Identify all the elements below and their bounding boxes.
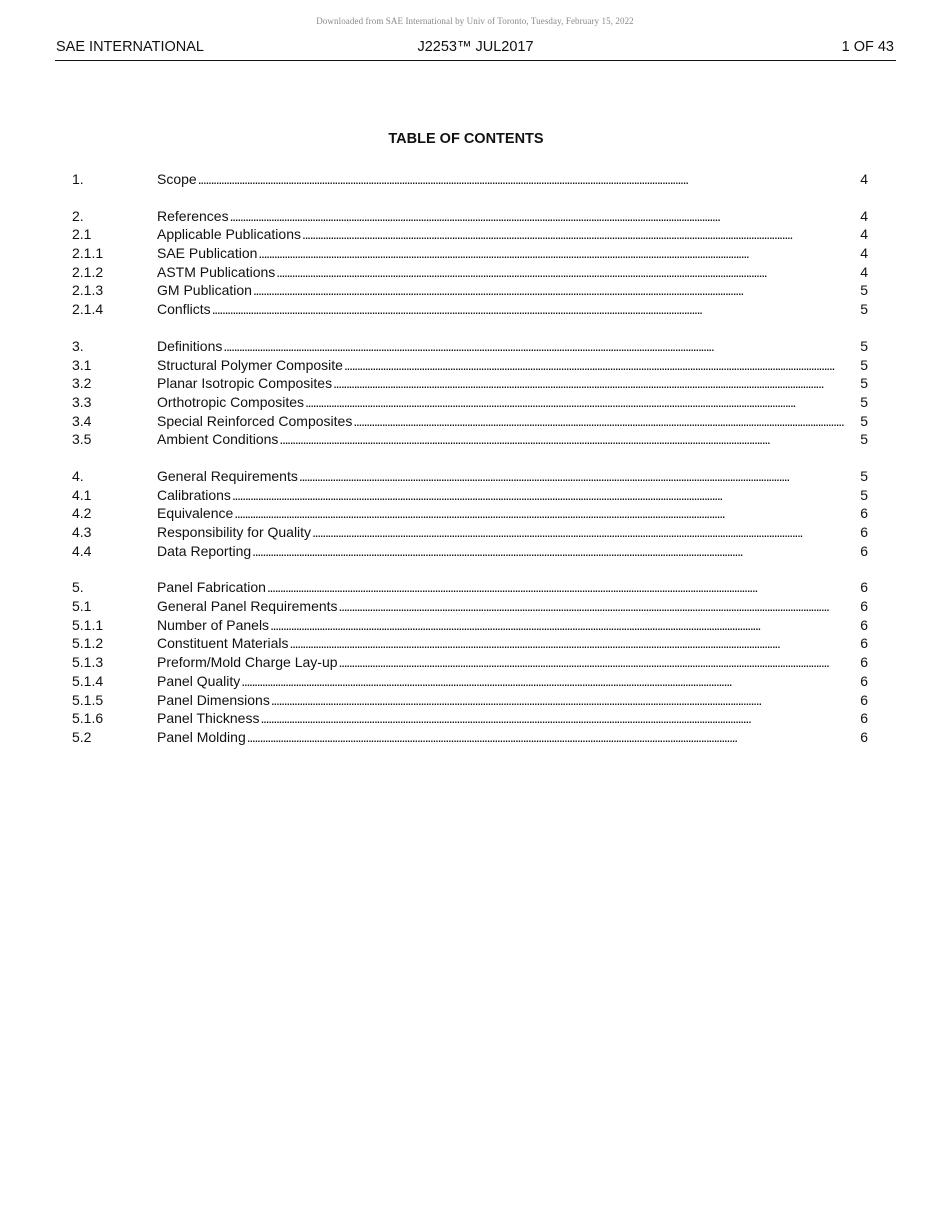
- toc-section-title[interactable]: GM Publication: [157, 282, 252, 299]
- toc-section-title[interactable]: Scope: [157, 171, 197, 187]
- toc-dot-leader: [252, 542, 858, 561]
- toc-section-number: 2.: [72, 207, 84, 224]
- toc-section-title[interactable]: Structural Polymer Composite: [157, 356, 343, 373]
- toc-entry-line: [157, 225, 868, 244]
- toc-dot-leader: [271, 691, 858, 710]
- toc-entry[interactable]: [72, 300, 868, 319]
- toc-dot-leader: [339, 653, 859, 672]
- toc-page-number: 5: [860, 282, 868, 299]
- toc-section-title[interactable]: Number of Panels: [157, 616, 270, 633]
- toc-page-number: 6: [860, 654, 868, 671]
- toc-section-number: 3.3: [72, 393, 92, 410]
- toc-section-title[interactable]: ASTM Publications: [157, 263, 276, 280]
- toc-page-number: 4: [860, 207, 868, 224]
- toc-title: TABLE OF CONTENTS: [388, 131, 544, 147]
- toc-dot-leader: [260, 709, 858, 728]
- toc-section-number: 5.1.5: [72, 691, 104, 708]
- toc-entry[interactable]: [72, 393, 868, 412]
- download-watermark: Downloaded from SAE International by Univ of Toronto, Tuesday, February 15, 2022: [316, 16, 634, 26]
- toc-section-title[interactable]: Panel Thickness: [157, 710, 260, 727]
- toc-section-number: 3.: [72, 337, 84, 354]
- toc-entry-line: [157, 207, 868, 226]
- toc-section-number: 5.1.2: [72, 635, 104, 652]
- toc-entry-line: [157, 374, 868, 393]
- toc-section-title[interactable]: Equivalence: [157, 505, 234, 522]
- toc-entry[interactable]: [72, 542, 868, 561]
- toc-section-title[interactable]: Preform/Mold Charge Lay-up: [157, 654, 338, 671]
- toc-entry[interactable]: [72, 207, 868, 226]
- toc-entry-line: [157, 709, 868, 728]
- toc-entry[interactable]: [72, 170, 868, 189]
- toc-page-number: 5: [860, 393, 868, 410]
- toc-section-title[interactable]: Applicable Publications: [157, 226, 301, 243]
- toc-entry[interactable]: [72, 709, 868, 728]
- toc-entry-line: [157, 672, 868, 691]
- toc-section-number: 4.2: [72, 505, 92, 522]
- toc-entry[interactable]: [72, 523, 868, 542]
- toc-entry[interactable]: [72, 504, 868, 523]
- toc-page-number: 5: [860, 412, 868, 429]
- toc-page-number: 6: [860, 672, 868, 689]
- toc-entry[interactable]: [72, 486, 868, 505]
- toc-section-number: 4.1: [72, 486, 92, 503]
- toc-dot-leader: [223, 337, 858, 356]
- toc-page-number: 6: [860, 542, 868, 559]
- toc-entry-line: [157, 616, 868, 635]
- toc-section-title[interactable]: Panel Quality: [157, 672, 241, 689]
- toc-entry-line: [157, 170, 868, 189]
- toc-entry-line: [157, 542, 868, 561]
- toc-page-number: 4: [860, 245, 868, 262]
- toc-section-title[interactable]: Orthotropic Composites: [157, 393, 305, 410]
- table-of-contents: [72, 170, 868, 747]
- toc-entry[interactable]: [72, 467, 868, 486]
- toc-page-number: 4: [860, 226, 868, 243]
- toc-page-number: 5: [860, 337, 868, 354]
- toc-entry-line: [157, 728, 868, 747]
- toc-page-number: 6: [860, 710, 868, 727]
- toc-section-title[interactable]: Panel Molding: [157, 728, 246, 745]
- toc-entry-line: [157, 263, 868, 282]
- toc-page-number: 6: [860, 616, 868, 633]
- toc-section-number: 2.1.2: [72, 263, 104, 280]
- toc-page-number: 5: [860, 301, 868, 318]
- toc-entry-line: [157, 393, 868, 412]
- toc-page-number: 6: [860, 579, 868, 596]
- toc-dot-leader: [258, 244, 858, 263]
- toc-entry-line: [157, 486, 868, 505]
- toc-section-title[interactable]: Responsibility for Quality: [157, 524, 312, 540]
- toc-section-number: 4.: [72, 467, 84, 484]
- toc-section-title[interactable]: Conflicts: [157, 301, 211, 318]
- toc-section-number: 5.1.4: [72, 672, 104, 689]
- toc-section-number: 3.4: [72, 412, 92, 429]
- toc-entry[interactable]: [72, 691, 868, 710]
- toc-dot-leader: [344, 356, 858, 375]
- toc-page-number: 5: [860, 467, 868, 484]
- toc-entry-line: [157, 430, 868, 449]
- toc-section-number: 2.1.3: [72, 282, 104, 299]
- toc-entry[interactable]: [72, 337, 868, 356]
- toc-dot-leader: [198, 170, 859, 189]
- toc-dot-leader: [290, 634, 859, 653]
- toc-section-title[interactable]: References: [157, 207, 229, 224]
- page-header: [55, 38, 896, 61]
- toc-entry-line: [157, 578, 868, 597]
- toc-page-number: 6: [860, 691, 868, 708]
- toc-entry[interactable]: [72, 616, 868, 635]
- toc-dot-leader: [253, 281, 858, 300]
- toc-dot-leader: [241, 672, 858, 691]
- toc-section-number: 5.1.6: [72, 710, 104, 727]
- toc-dot-leader: [312, 523, 858, 542]
- toc-section-title[interactable]: SAE Publication: [157, 245, 258, 262]
- toc-section-number: 5.: [72, 579, 84, 596]
- toc-section-number: 5.1: [72, 598, 92, 615]
- toc-entry-line: [157, 634, 868, 653]
- toc-entry[interactable]: [72, 244, 868, 263]
- toc-section-title[interactable]: Calibrations: [157, 486, 231, 503]
- toc-entry-line: [157, 653, 868, 672]
- document-id: J2253™ JUL2017: [417, 39, 534, 55]
- toc-dot-leader: [230, 207, 859, 226]
- toc-section-title[interactable]: Ambient Conditions: [157, 431, 279, 448]
- toc-entry[interactable]: [72, 653, 868, 672]
- toc-section-number: 5.1.1: [72, 616, 104, 633]
- toc-entry[interactable]: [72, 374, 868, 393]
- toc-entry[interactable]: [72, 430, 868, 449]
- toc-entry-line: [157, 504, 868, 523]
- toc-entry[interactable]: [72, 263, 868, 282]
- toc-section-title[interactable]: Panel Fabrication: [157, 579, 266, 596]
- toc-entry[interactable]: [72, 225, 868, 244]
- toc-section-title[interactable]: Constituent Materials: [157, 635, 289, 652]
- toc-dot-leader: [339, 597, 859, 616]
- toc-page-number: 6: [860, 524, 868, 540]
- toc-section-number: 2.1.4: [72, 301, 104, 318]
- toc-section-title[interactable]: Planar Isotropic Composites: [157, 375, 333, 392]
- toc-dot-leader: [212, 300, 859, 319]
- toc-section-number: 3.5: [72, 431, 92, 448]
- toc-page-number: 4: [860, 263, 868, 280]
- toc-page-number: 5: [860, 356, 868, 373]
- toc-dot-leader: [232, 486, 858, 505]
- toc-page-number: 6: [860, 635, 868, 652]
- toc-entry[interactable]: [72, 634, 868, 653]
- toc-entry[interactable]: [72, 281, 868, 300]
- toc-section-number: 2.1.1: [72, 245, 104, 262]
- toc-section-number: 1.: [72, 171, 84, 187]
- toc-section-number: 3.2: [72, 375, 92, 392]
- toc-entry[interactable]: [72, 578, 868, 597]
- toc-entry[interactable]: [72, 728, 868, 747]
- toc-section-title[interactable]: Panel Dimensions: [157, 691, 270, 708]
- toc-entry-line: [157, 244, 868, 263]
- toc-section-title[interactable]: Data Reporting: [157, 542, 252, 559]
- toc-section-title[interactable]: General Panel Requirements: [157, 598, 338, 615]
- toc-dot-leader: [299, 467, 858, 486]
- toc-dot-leader: [247, 728, 858, 747]
- toc-entry-line: [157, 412, 868, 431]
- toc-section-number: 2.1: [72, 226, 92, 243]
- toc-page-number: 6: [860, 728, 868, 745]
- toc-page-number: 5: [860, 375, 868, 392]
- toc-entry[interactable]: [72, 356, 868, 375]
- toc-entry-line: [157, 523, 868, 542]
- toc-dot-leader: [234, 504, 858, 523]
- toc-entry-line: [157, 597, 868, 616]
- toc-page-number: 5: [860, 486, 868, 503]
- toc-dot-leader: [302, 225, 858, 244]
- toc-dot-leader: [270, 616, 858, 635]
- toc-entry[interactable]: [72, 412, 868, 431]
- toc-entry[interactable]: [72, 672, 868, 691]
- toc-page-number: 4: [860, 171, 868, 187]
- toc-section-number: 5.2: [72, 728, 92, 745]
- toc-dot-leader: [305, 393, 858, 412]
- toc-page-number: 6: [860, 505, 868, 522]
- toc-section-title[interactable]: Special Reinforced Composites: [157, 412, 353, 429]
- publisher-name: SAE INTERNATIONAL: [56, 39, 204, 55]
- toc-entry[interactable]: [72, 597, 868, 616]
- toc-section-number: 4.4: [72, 542, 92, 559]
- toc-page-number: 5: [860, 431, 868, 448]
- toc-section-title[interactable]: Definitions: [157, 337, 223, 354]
- toc-section-number: 3.1: [72, 356, 92, 373]
- toc-entry-line: [157, 356, 868, 375]
- toc-dot-leader: [353, 412, 858, 431]
- toc-entry-line: [157, 281, 868, 300]
- toc-dot-leader: [276, 263, 858, 282]
- toc-dot-leader: [333, 374, 858, 393]
- toc-section-number: 4.3: [72, 524, 92, 540]
- toc-dot-leader: [267, 578, 858, 597]
- toc-entry-line: [157, 467, 868, 486]
- page-number: 1 OF 43: [841, 39, 894, 55]
- toc-entry-line: [157, 300, 868, 319]
- toc-dot-leader: [279, 430, 858, 449]
- toc-page-number: 6: [860, 598, 868, 615]
- toc-section-number: 5.1.3: [72, 654, 104, 671]
- toc-section-title[interactable]: General Requirements: [157, 467, 298, 484]
- toc-entry-line: [157, 337, 868, 356]
- toc-entry-line: [157, 691, 868, 710]
